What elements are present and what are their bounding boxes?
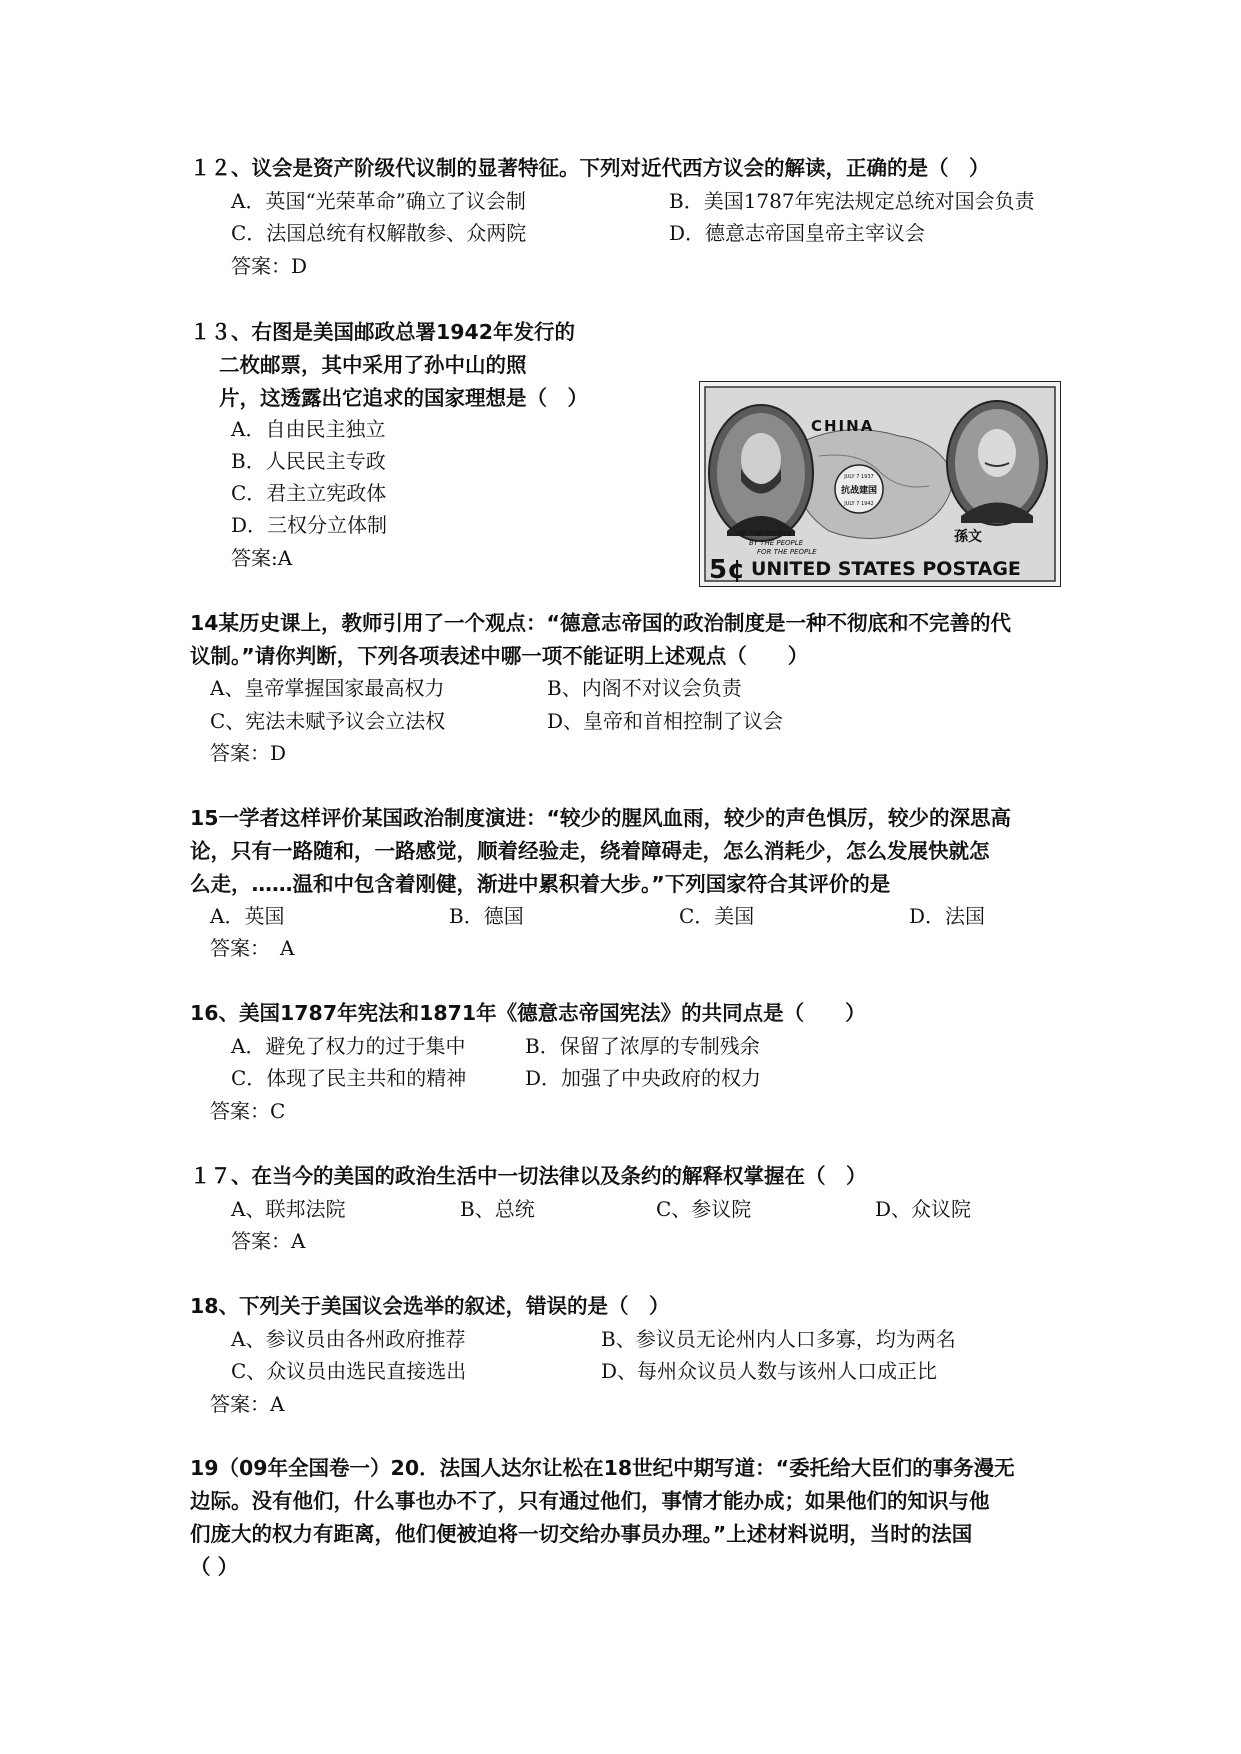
question-14-stem — [190, 607, 1011, 673]
center-seal — [835, 465, 883, 513]
stem-line: 么走，……温和中包含着刚健，渐进中累积着大步。”下列国家符合其评价的是 — [190, 872, 891, 896]
stem-line: １７、在当今的美国的政治生活中一切法律以及条约的解释权掌握在（ ） — [190, 1164, 867, 1188]
stem-line: 16、美国1787年宪法和1871年《德意志帝国宪法》的共同点是（ ） — [190, 1001, 866, 1025]
stamp-bottom-text: UNITED STATES POSTAGE — [751, 558, 1021, 580]
answer: 答案：A — [231, 1229, 306, 1253]
option-d: D、众议院 — [875, 1197, 972, 1221]
option-a: A、皇帝掌握国家最高权力 — [210, 676, 445, 700]
question-13-stem — [190, 316, 588, 415]
option-c: C．体现了民主共和的精神 — [231, 1066, 467, 1090]
stamp-country: CHINA — [811, 417, 875, 435]
option-d: D、每州众议员人数与该州人口成正比 — [601, 1359, 938, 1383]
option-d: D．三权分立体制 — [231, 513, 388, 537]
option-b: B．人民民主专政 — [231, 449, 386, 473]
option-b: B．保留了浓厚的专制残余 — [525, 1034, 760, 1058]
question-16-stem — [190, 997, 866, 1030]
stem-line: （ ） — [190, 1555, 239, 1579]
sun-yatsen-portrait — [947, 401, 1047, 525]
option-c: C．美国 — [679, 904, 755, 928]
answer: 答案:A — [231, 546, 293, 570]
answer: 答案：D — [231, 254, 308, 278]
stem-line: 边际。没有他们，什么事也办不了，只有通过他们，事情才能办成；如果他们的知识与他 — [190, 1489, 990, 1513]
option-c: C、参议院 — [656, 1197, 752, 1221]
stem-line: 二枚邮票，其中采用了孙中山的照 — [219, 353, 527, 377]
stem-line: 议制。”请你判断，下列各项表述中哪一项不能证明上述观点（ ） — [190, 644, 809, 668]
stem-line: 19（09年全国卷一）20．法国人达尔让松在18世纪中期写道：“委托给大臣们的事务漫无 — [190, 1456, 1015, 1480]
motto-1: OF THE PEOPLE — [737, 530, 792, 538]
stamp-image — [699, 381, 1061, 587]
stem-line: １３、右图是美国邮政总署1942年发行的 — [190, 320, 576, 344]
option-a: A．避免了权力的过于集中 — [231, 1034, 466, 1058]
option-b: B、内阁不对议会负责 — [547, 676, 742, 700]
option-a: A．英国“光荣革命”确立了议会制 — [231, 189, 526, 213]
option-a: A、参议员由各州政府推荐 — [231, 1327, 466, 1351]
seal-mid: 抗战建国 — [840, 486, 878, 496]
motto-3: FOR THE PEOPLE — [757, 548, 817, 556]
answer: 答案：D — [210, 741, 287, 765]
stamp-value: 5¢ — [709, 555, 746, 585]
question-15-stem — [190, 802, 1011, 901]
stem-line: 论，只有一路随和，一路感觉，顺着经验走，绕着障碍走，怎么消耗少，怎么发展快就怎 — [190, 839, 990, 863]
option-b: B、总统 — [460, 1197, 535, 1221]
answer: 答案：C — [210, 1099, 286, 1123]
stem-line: 18、下列关于美国议会选举的叙述，错误的是（ ） — [190, 1294, 670, 1318]
option-b: B．美国1787年宪法规定总统对国会负责 — [669, 189, 1035, 213]
stem-line: 片，这透露出它追求的国家理想是（ ） — [219, 386, 588, 410]
option-a: A．自由民主独立 — [231, 417, 386, 441]
option-d: D、皇帝和首相控制了议会 — [547, 709, 784, 733]
option-a: A．英国 — [210, 904, 285, 928]
option-c: C、众议员由选民直接选出 — [231, 1359, 467, 1383]
question-17-stem — [190, 1160, 867, 1193]
option-c: C、宪法未赋予议会立法权 — [210, 709, 446, 733]
seal-bottom: JULY 7 1942 — [844, 501, 874, 507]
option-c: C．君主立宪政体 — [231, 481, 387, 505]
question-19-stem — [190, 1452, 1015, 1584]
stem-line: １２、议会是资产阶级代议制的显著特征。下列对近代西方议会的解读，正确的是（ ） — [190, 156, 990, 180]
option-b: B、参议员无论州内人口多寡，均为两名 — [601, 1327, 956, 1351]
option-a: A、联邦法院 — [231, 1197, 346, 1221]
motto-2: BY THE PEOPLE — [749, 539, 804, 547]
answer: 答案： A — [210, 936, 295, 960]
answer: 答案：A — [210, 1392, 285, 1416]
question-18-stem — [190, 1290, 670, 1323]
option-d: D．法国 — [909, 904, 986, 928]
seal-top: JULY 7 1937 — [844, 474, 874, 480]
option-b: B．德国 — [449, 904, 524, 928]
option-c: C．法国总统有权解散参、众两院 — [231, 221, 527, 245]
option-d: D．德意志帝国皇帝主宰议会 — [669, 221, 926, 245]
chinese-signature: 孫文 — [954, 529, 982, 545]
option-d: D．加强了中央政府的权力 — [525, 1066, 762, 1090]
lincoln-portrait — [709, 405, 813, 541]
question-12-stem — [190, 152, 990, 185]
stem-line: 们庞大的权力有距离，他们便被迫将一切交给办事员办理。”上述材料说明，当时的法国 — [190, 1522, 973, 1546]
stem-line: 14某历史课上，教师引用了一个观点：“德意志帝国的政治制度是一种不彻底和不完善的代 — [190, 611, 1011, 635]
stem-line: 15一学者这样评价某国政治制度演进：“较少的腥风血雨，较少的声色惧厉，较少的深思高 — [190, 806, 1011, 830]
